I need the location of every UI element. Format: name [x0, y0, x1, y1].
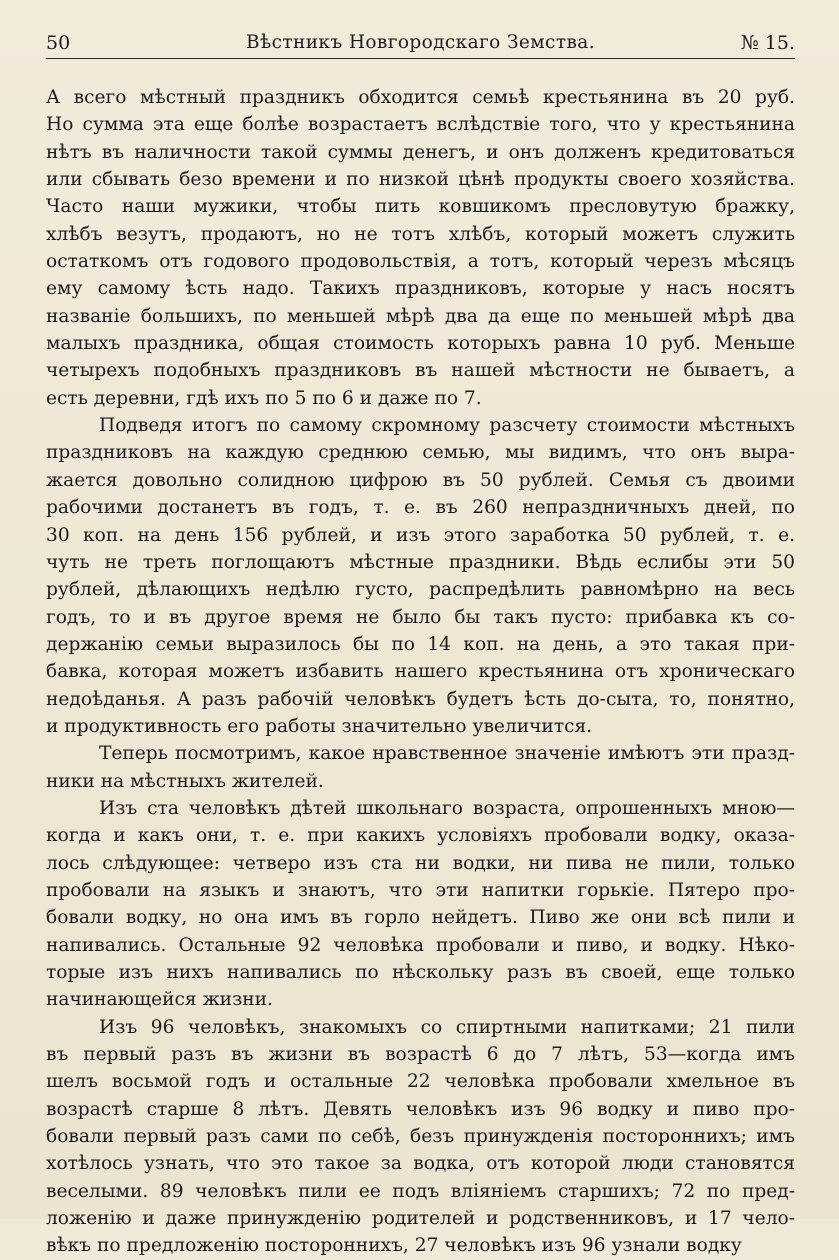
- text-line: бавка, которая можетъ избавить нашего крестьянина отъ хроническаго: [46, 661, 795, 683]
- paragraph: [46, 84, 795, 412]
- text-line: возрастѣ старше 8 лѣтъ. Девять человѣкъ изъ 96 водку и пиво про-: [46, 1098, 795, 1120]
- text-line: ложенію и даже принужденію родителей и родственниковъ, и 17 чело-: [46, 1208, 795, 1230]
- page-body: [46, 84, 795, 1260]
- text-line: хлѣбъ везутъ, продаютъ, но не тотъ хлѣбъ, который можетъ служить: [46, 223, 795, 245]
- text-line: А всего мѣстный праздникъ обходится семьѣ крестьянина въ 20 руб.: [46, 87, 795, 108]
- text-line: ники на мѣстныхъ жителей.: [46, 770, 324, 792]
- paragraph: [46, 412, 795, 740]
- paragraph: [46, 740, 795, 795]
- text-line: есть деревни, гдѣ ихъ по 5 по 6 и даже по 7.: [46, 387, 482, 409]
- text-line: начинающейся жизни.: [46, 989, 273, 1011]
- text-line: чуть не треть поглощаютъ мѣстные праздники. Вѣдь еслибы эти 50: [46, 551, 795, 573]
- text-line: остаткомъ отъ годового продовольствія, а тотъ, который черезъ мѣсяцъ: [46, 251, 795, 273]
- text-line: Подведя итогъ по самому скромному разсчету стоимости мѣстныхъ: [99, 415, 795, 437]
- header-rule: [46, 58, 795, 59]
- text-line: лось слѣдующее: четверо изъ ста ни водки, ни пива не пили, только: [46, 852, 795, 874]
- text-line: веселыми. 89 человѣкъ пили ее подъ вліяніемъ старшихъ; 72 по пред-: [46, 1180, 795, 1202]
- page-number: 50: [46, 32, 71, 54]
- text-line: жается довольно солидною цифрою въ 50 рублей. Семья съ двоими: [46, 469, 795, 491]
- text-line: рабочими достанетъ въ годъ, т. е. въ 260 непраздничныхъ дней, по: [46, 497, 795, 519]
- text-line: недоѣданья. А разъ рабочій человѣкъ будетъ ѣсть до-сыта, то, понятно,: [46, 688, 795, 710]
- text-line: годъ, то и въ другое время не было бы такъ пусто: прибавка къ со-: [46, 606, 795, 628]
- text-line: Изъ 96 человѣкъ, знакомыхъ со спиртными напитками; 21 пили: [99, 1016, 795, 1038]
- text-line: четырехъ подобныхъ праздниковъ въ нашей мѣстности не бываетъ, а: [46, 360, 795, 382]
- text-line: рублей, дѣлающихъ недѣлю густо, распредѣлить равномѣрно на весь: [46, 579, 795, 601]
- text-line: шелъ восьмой годъ и остальные 22 человѣка пробовали хмельное въ: [46, 1071, 795, 1093]
- text-line: держанію семьи выразилось бы по 14 коп. на день, а это такая при-: [46, 633, 795, 655]
- text-line: и продуктивность его работы значительно увеличится.: [46, 715, 593, 737]
- text-line: пробовали на языкъ и знаютъ, что эти напитки горькіе. Пятеро про-: [46, 879, 795, 901]
- text-line: Часто наши мужики, чтобы пить ковшикомъ пресловутую бражку,: [46, 196, 795, 218]
- text-line: вѣкъ по предложенію постороннихъ, 27 человѣкъ изъ 96 узнали водку: [46, 1235, 742, 1257]
- text-line: малыхъ праздника, общая стоимость которыхъ равна 10 руб. Меньше: [46, 333, 795, 355]
- journal-title: Вѣстникъ Новгородскаго Земства.: [246, 32, 595, 53]
- text-line: торые изъ нихъ напивались по нѣскольку разъ въ своей, еще только: [46, 962, 795, 983]
- text-line: бовали первый разъ сами по себѣ, безъ принужденія постороннихъ; имъ: [46, 1126, 795, 1148]
- text-line: или сбывать безо времени и по низкой цѣнѣ продукты своего хозяйства.: [46, 169, 795, 191]
- text-line: напивались. Остальные 92 человѣка пробовали и пиво, и водку. Нѣко-: [46, 934, 795, 956]
- text-line: въ первый разъ въ жизни въ возрастѣ 6 до 7 лѣтъ, 53—когда имъ: [46, 1044, 795, 1066]
- text-line: праздниковъ на каждую среднюю семью, мы видимъ, что онъ выра-: [46, 442, 795, 464]
- text-line: бовали водку, но она имъ въ горло нейдетъ. Пиво же они всѣ пили и: [46, 907, 795, 929]
- text-line: Но сумма эта еще болѣе возрастаетъ вслѣдствіе того, что у крестьянина: [46, 114, 795, 136]
- issue-number: № 15.: [740, 32, 795, 54]
- text-line: когда и какъ они, т. е. при какихъ условіяхъ пробовали водку, оказа-: [46, 825, 795, 847]
- text-line: ему самому ѣсть надо. Такихъ праздниковъ, которые у насъ носятъ: [46, 278, 795, 300]
- paragraph: [46, 795, 795, 1014]
- paragraph: [46, 1014, 795, 1260]
- text-line: нѣтъ въ наличности такой суммы денегъ, и онъ долженъ кредитоваться: [46, 141, 795, 163]
- text-line: Изъ ста человѣкъ дѣтей школьнаго возраста, опрошенныхъ мною—: [99, 797, 795, 819]
- text-line: названіе большихъ, по меньшей мѣрѣ два да еще по меньшей мѣрѣ два: [46, 305, 795, 327]
- text-line: Теперь посмотримъ, какое нравственное значеніе имѣютъ эти празд-: [99, 743, 795, 765]
- text-line: 30 коп. на день 156 рублей, и изъ этого заработка 50 рублей, т. е.: [46, 524, 795, 546]
- page-header: [46, 30, 795, 58]
- text-line: хотѣлось узнать, что это такое за водка, отъ которой люди становятся: [46, 1153, 795, 1175]
